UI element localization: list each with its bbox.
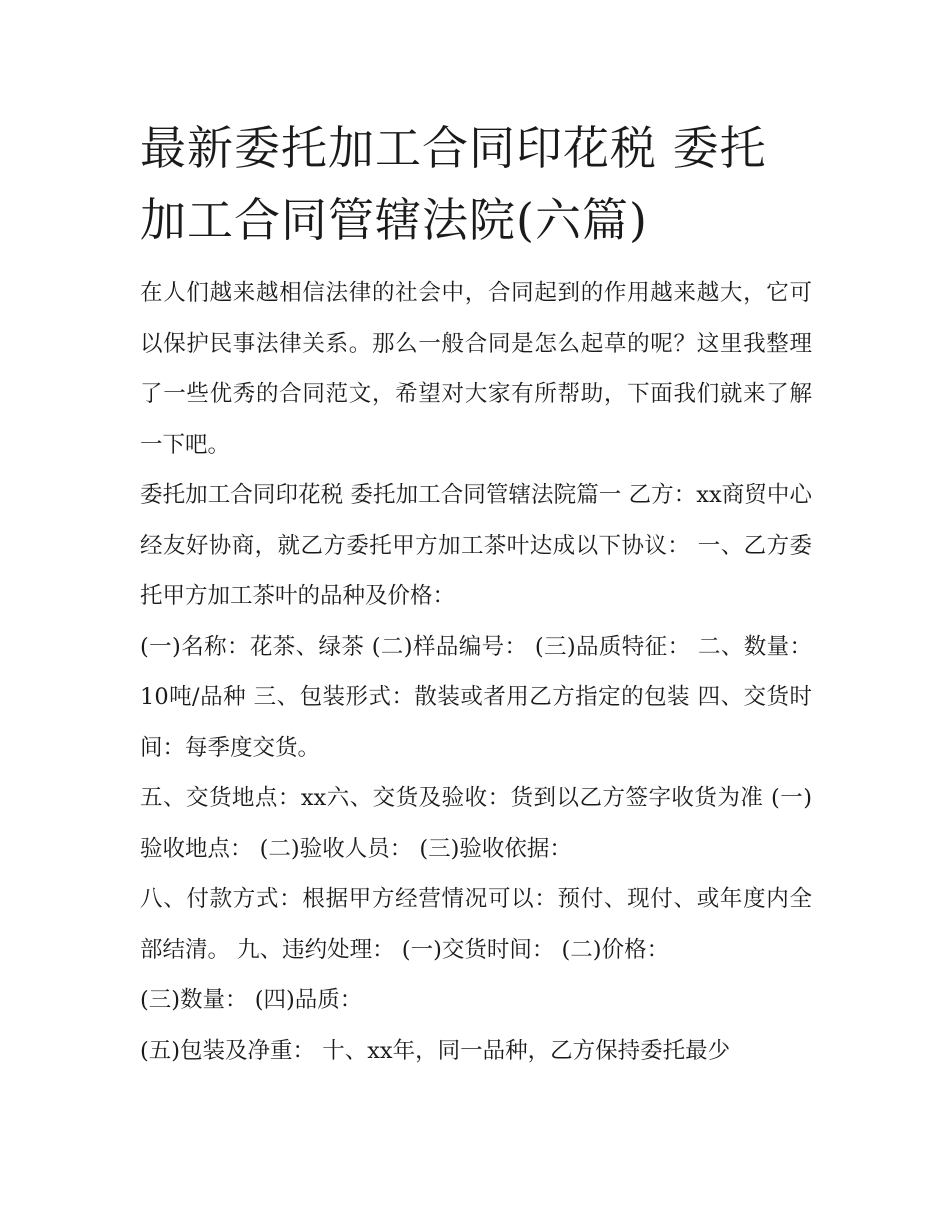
document-title: 最新委托加工合同印花税 委托加工合同管辖法院(六篇) [140,121,767,247]
packaging-paragraph: (五)包装及净重： 十、xx年，同一品种，乙方保持委托最少 [140,1037,731,1064]
intro-paragraph: 在人们越来越相信法律的社会中，合同起到的作用越来越大，它可以保护民事法律关系。那么一般合同是怎么起草的呢？这里我整理了一些优秀的合同范文，希望对大家有所帮助，下面我们就来了解一下吧。 [140,280,812,458]
breach-items-paragraph: (三)数量： (四)品质： [140,987,363,1013]
payment-paragraph: 八、付款方式：根据甲方经营情况可以：预付、现付、或年度内全部结清。 九、违约处理： (一)交货时间： (二)价格： [140,886,812,963]
delivery-paragraph: 五、交货地点：xx六、交货及验收：货到以乙方签字收货为准 (一)验收地点： (二)验收人员： (三)验收依据： [140,785,812,862]
document-page [140,112,812,1076]
product-spec-paragraph: (一)名称：花茶、绿茶 (二)样品编号： (三)品质特征： 二、数量：10吨/品种 三、包装形式：散装或者用乙方指定的包装 四、交货时间：每季度交货。 [140,633,812,761]
contract-opening-paragraph: 委托加工合同印花税 委托加工合同管辖法院篇一 乙方：xx商贸中心 经友好协商，就乙方委托甲方加工茶叶达成以下协议： 一、乙方委托甲方加工茶叶的品种及价格： [140,482,812,609]
